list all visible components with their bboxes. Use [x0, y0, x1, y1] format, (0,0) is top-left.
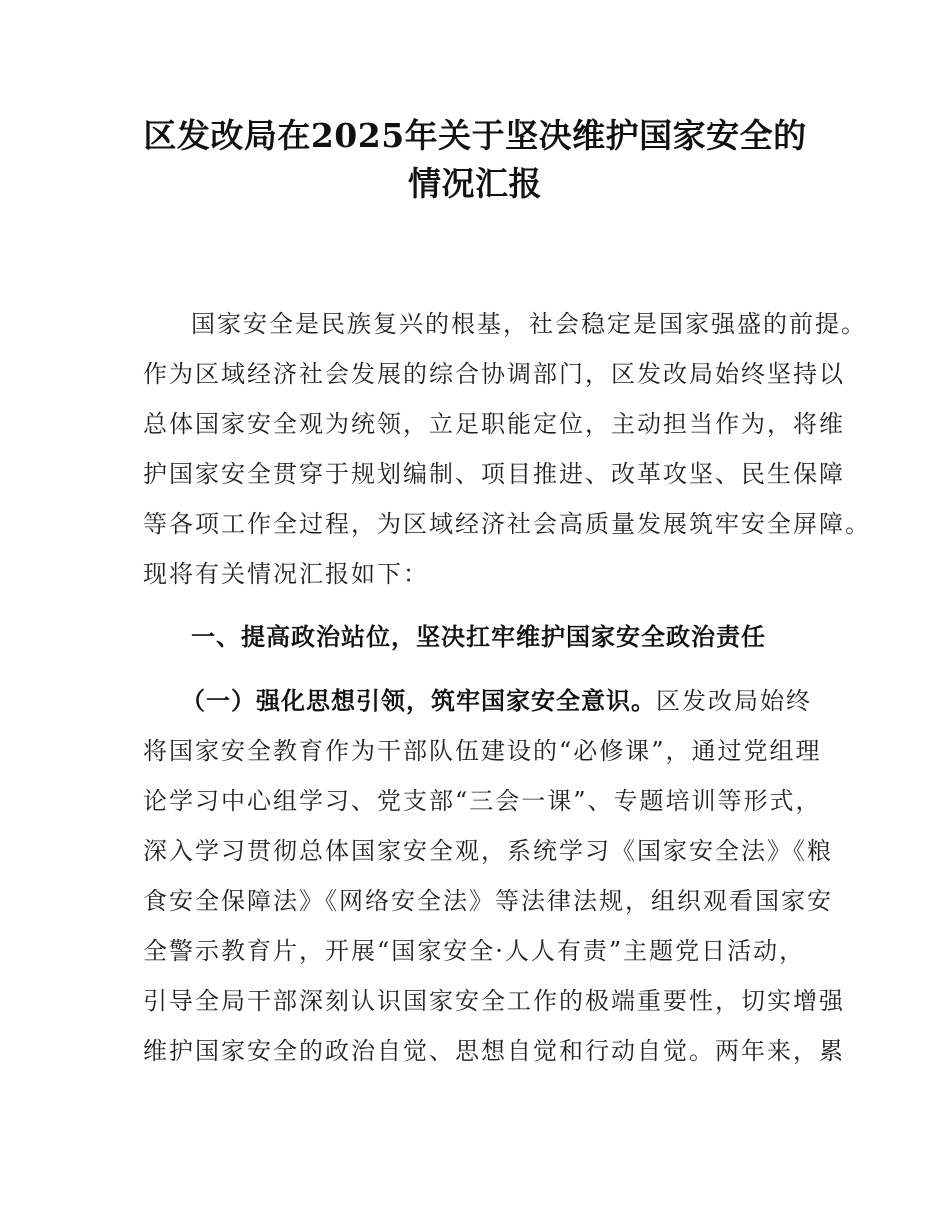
document-title — [0, 112, 950, 208]
intro-line: 等各项工作全过程，为区域经济社会高质量发展筑牢安全屏障。 — [143, 510, 871, 538]
body-line: 食安全保障法》《网络安全法》等法律法规，组织观看国家安 — [143, 887, 833, 915]
subsection-first-line-text: 区发改局始终 — [656, 687, 812, 715]
title-line-2: 情况汇报 — [408, 164, 542, 203]
intro-line: 国家安全是民族复兴的根基，社会稳定是国家强盛的前提。 — [191, 310, 867, 338]
body-line: 深入学习贯彻总体国家安全观，系统学习《国家安全法》《粮 — [143, 837, 833, 865]
subsection-heading: （一）强化思想引领，筑牢国家安全意识。 — [181, 687, 656, 715]
body-line: 维护国家安全的政治自觉、思想自觉和行动自觉。两年来，累 — [143, 1037, 845, 1065]
subsection-first-line — [181, 685, 812, 717]
intro-line: 作为区域经济社会发展的综合协调部门，区发改局始终坚持以 — [143, 360, 845, 388]
body-line: 全警示教育片，开展“国家安全·人人有责”主题党日活动， — [143, 937, 806, 965]
intro-line: 护国家安全贯穿于规划编制、项目推进、改革攻坚、民生保障 — [143, 460, 845, 488]
section-heading: 一、提高政治站位，坚决扛牢维护国家安全政治责任 — [191, 623, 766, 651]
body-line: 论学习中心组学习、党支部“三会一课”、专题培训等形式， — [143, 787, 822, 815]
body-line: 将国家安全教育作为干部队伍建设的“必修课”，通过党组理 — [143, 737, 822, 765]
body-line: 引导全局干部深刻认识国家安全工作的极端重要性，切实增强 — [143, 987, 845, 1015]
intro-line: 总体国家安全观为统领，立足职能定位，主动担当作为，将维 — [143, 410, 845, 438]
intro-line: 现将有关情况汇报如下： — [143, 560, 429, 588]
title-line-1: 区发改局在2025年关于坚决维护国家安全的 — [143, 116, 807, 155]
